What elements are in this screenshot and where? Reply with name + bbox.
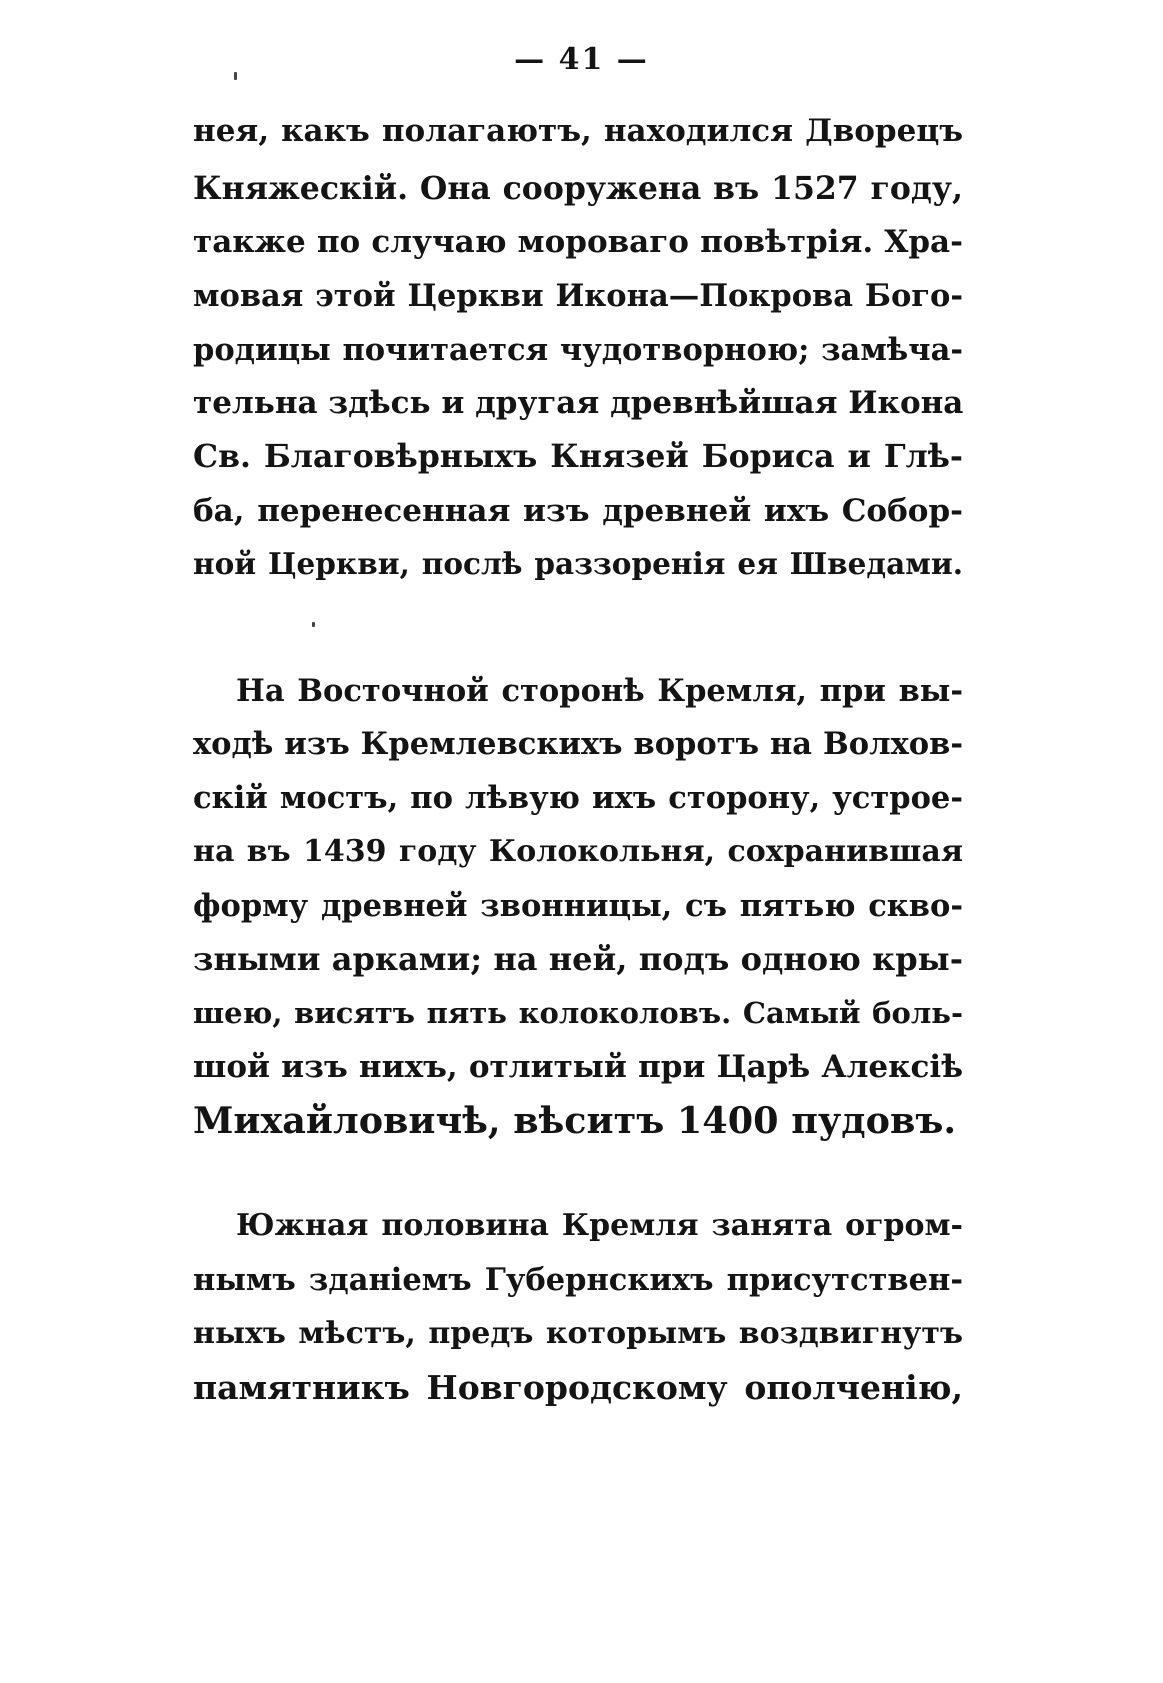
text-line: Княжескій. Она сооружена въ 1527 году, (193, 170, 963, 207)
text-line: Михайловичѣ, вѣситъ 1400 пудовъ. (193, 1099, 957, 1142)
text-line: мовая этой Церкви Икона—Покрова Бого- (193, 278, 963, 314)
print-speck (234, 72, 237, 80)
print-speck (312, 622, 315, 627)
text-line: ба, перенесенная изъ древней ихъ Собор- (193, 493, 963, 529)
text-line: шею, висятъ пять колоколовъ. Самый боль- (193, 996, 963, 1030)
text-line: скій мостъ, по лѣвую ихъ сторону, устрое- (193, 780, 963, 816)
text-line: нымъ зданіемъ Губернскихъ присутствен- (193, 1262, 963, 1298)
text-line: На Восточной сторонѣ Кремля, при вы- (236, 673, 963, 709)
text-line: родицы почитается чудотворною; замѣча- (193, 332, 963, 368)
text-line: зными арками; на ней, подъ одною кры- (193, 940, 963, 978)
page-number: — 41 — (514, 42, 649, 77)
text-line: на въ 1439 году Колокольня, сохранившая (193, 834, 963, 869)
text-line: шой изъ нихъ, отлитый при Царѣ Алексіѣ (193, 1049, 963, 1085)
text-line: Св. Благовѣрныхъ Князей Бориса и Глѣ- (193, 438, 963, 475)
text-line: ныхъ мѣстъ, предъ которымъ воздвигнутъ (193, 1316, 963, 1351)
text-line: форму древней звонницы, съ пятью скво- (193, 888, 963, 924)
text-line: ходѣ изъ Кремлевскихъ воротъ на Волхов- (193, 726, 963, 762)
text-line: ной Церкви, послѣ раззоренія ея Шведами. (193, 546, 963, 581)
text-line: Южная половина Кремля занята огром- (236, 1208, 963, 1243)
text-line: также по случаю мороваго повѣтрія. Хра- (193, 224, 963, 260)
text-line: памятникъ Новгородскому ополченію, (193, 1368, 963, 1407)
text-line: тельна здѣсь и другая древнѣйшая Икона (193, 385, 963, 421)
text-line: нея, какъ полагаютъ, находился Дворецъ (193, 113, 963, 149)
